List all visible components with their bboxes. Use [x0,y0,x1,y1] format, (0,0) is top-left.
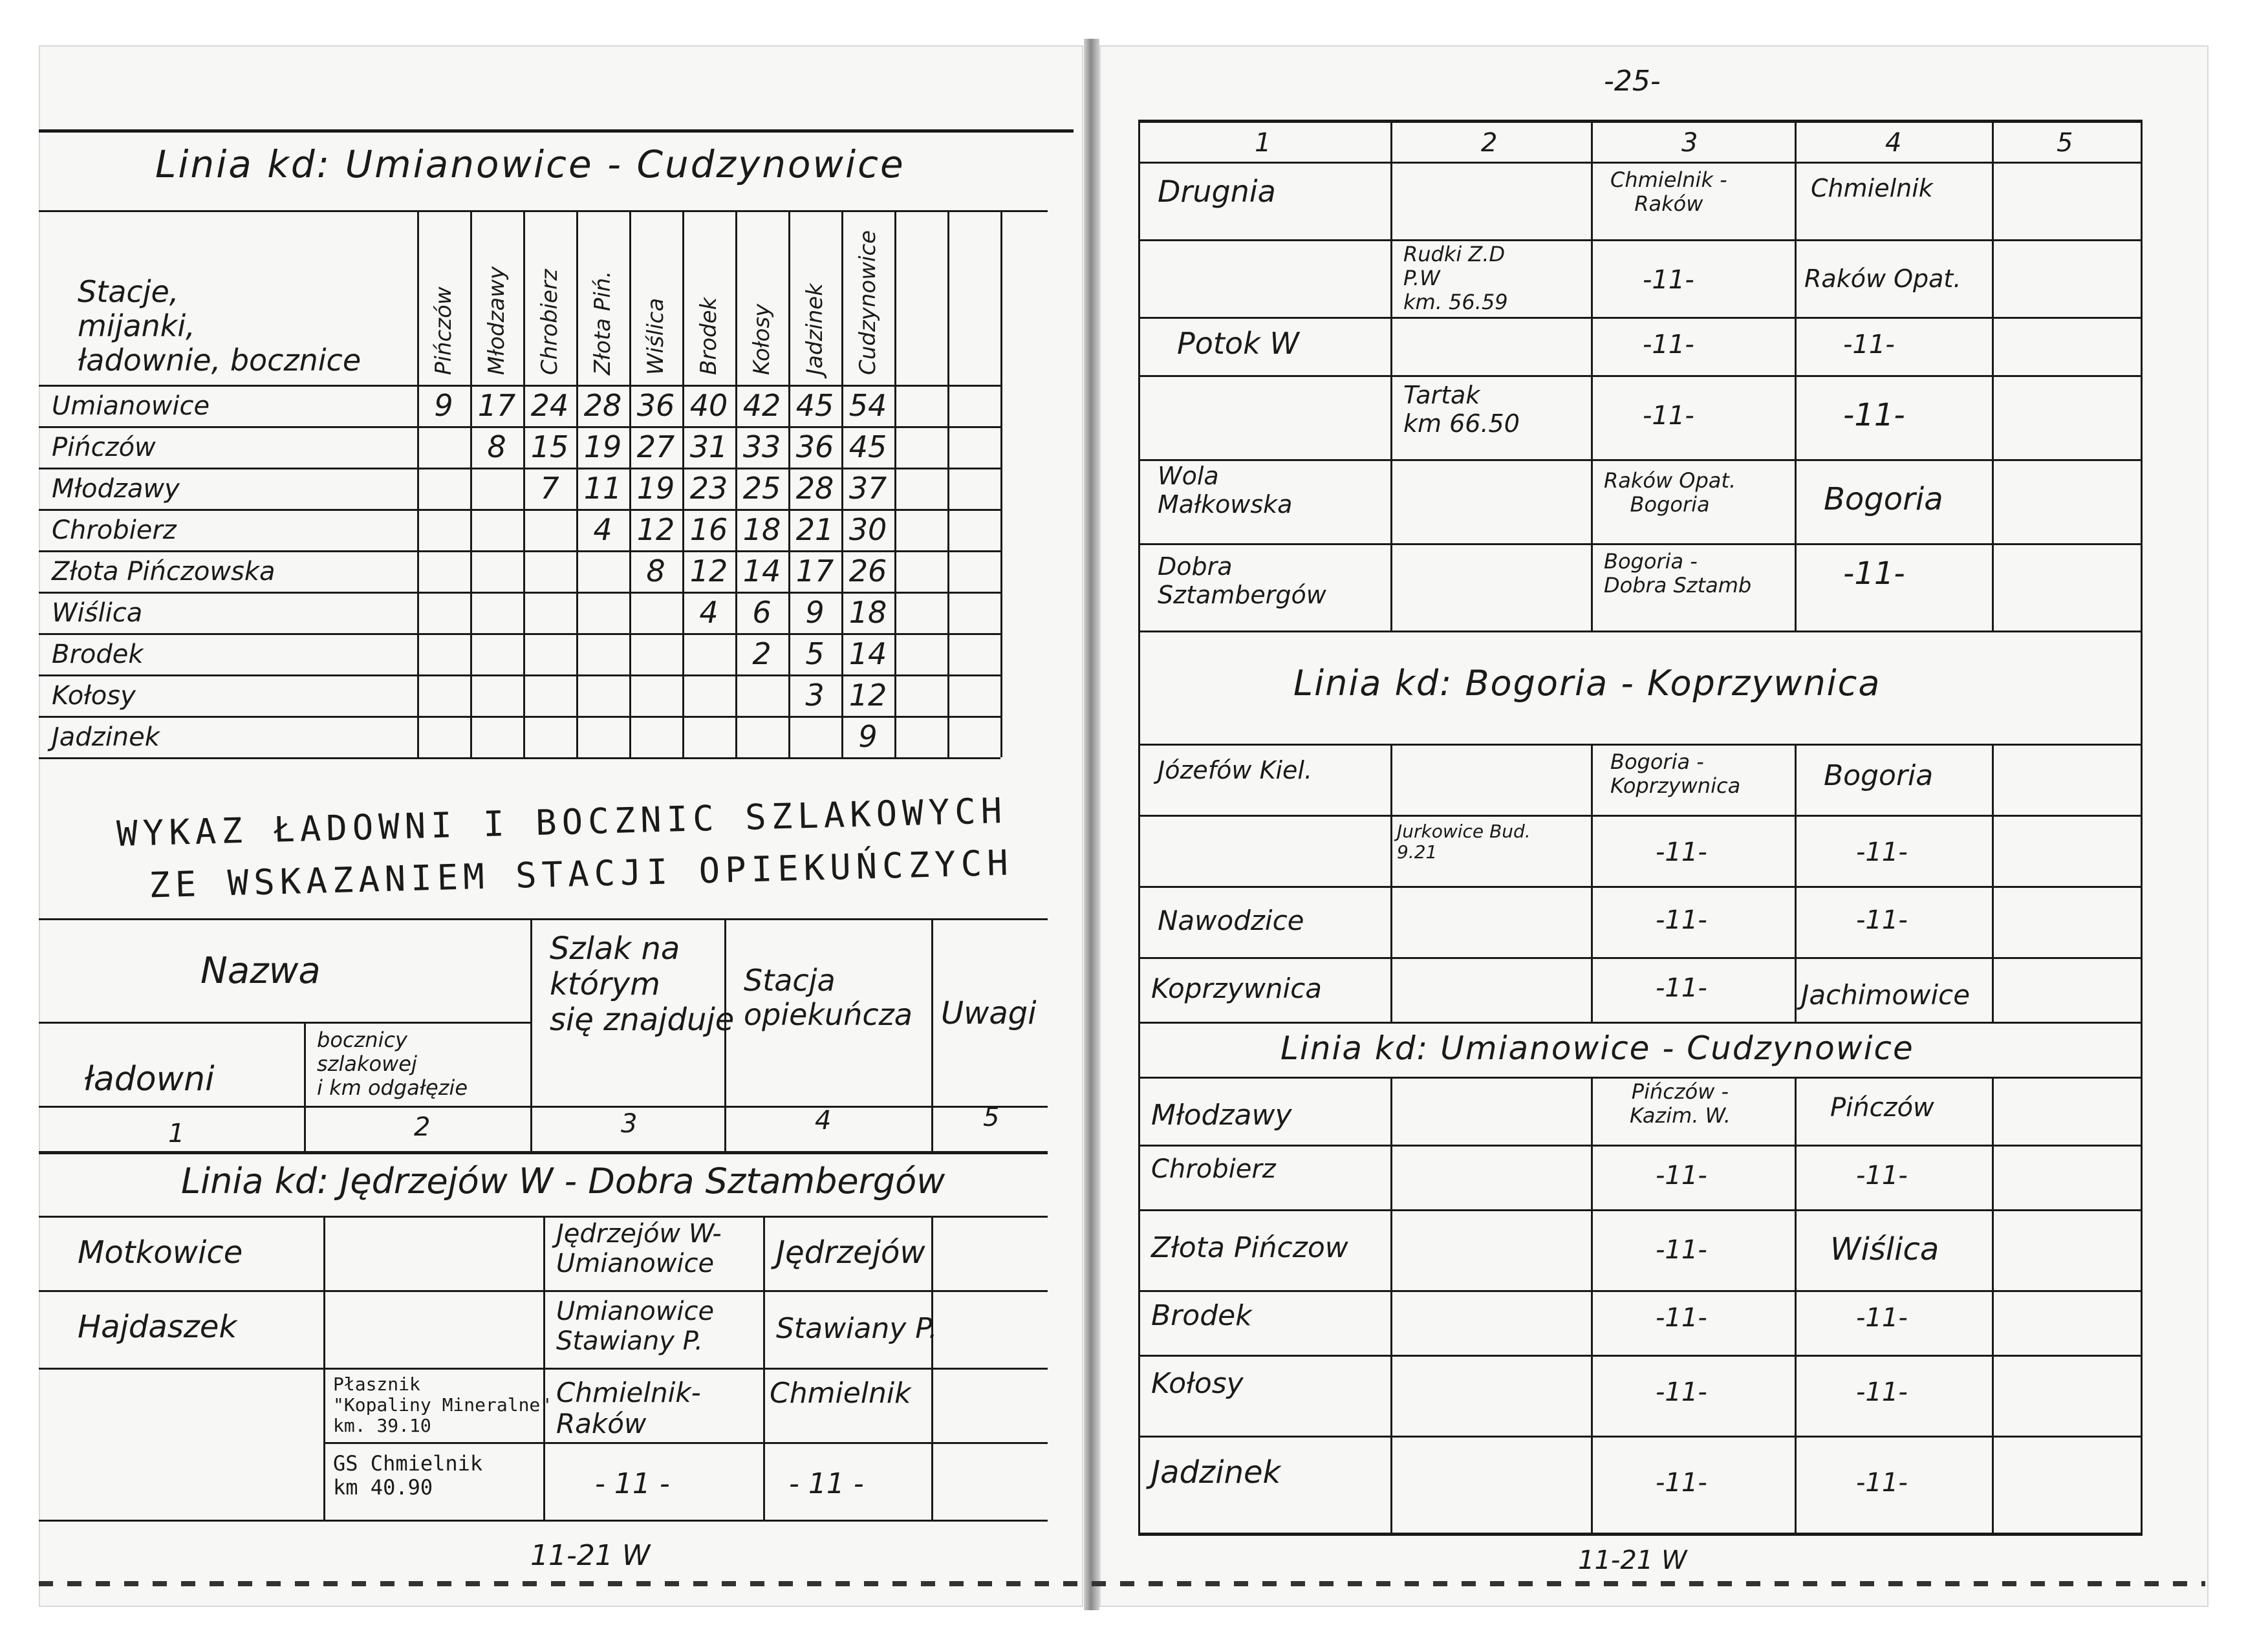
matrix-row-label: Młodzawy [52,474,180,504]
matrix-row-label: Pińczów [52,433,156,462]
matrix-column-header [527,213,572,382]
matrix-distance-value: 45 [848,429,887,464]
row-wola-c4: Bogoria [1824,481,1943,517]
row-kolosy-c1: Kołosy [1151,1367,1244,1400]
matrix-distance-value: 18 [848,595,887,630]
divider [39,674,1000,676]
row-hajdaszek-c1: Hajdaszek [78,1309,237,1345]
header-number-5: 5 [983,1103,1000,1132]
matrix-row-label: Jadzinek [52,722,160,752]
row-jozefow-c1: Józefów Kiel. [1158,756,1313,784]
header-szlak: Szlak na którym się znajduje [550,931,735,1039]
matrix-distance-value: 12 [689,554,728,588]
matrix-distance-value: 40 [689,388,728,423]
row-jozefow-c3: Bogoria - Koprzywnica [1610,749,1741,798]
row-drugnia-c3: Chmielnik - Raków [1610,167,1727,216]
divider [1138,957,2141,959]
row-zlota-c4: Wiślica [1830,1231,1939,1267]
divider [39,385,1000,387]
header-number-3: 3 [621,1109,638,1139]
matrix-row-label: Umianowice [52,391,210,421]
row-mlodzawy-c3: Pińczów - Kazim. W. [1630,1079,1731,1128]
matrix-distance-value: 15 [530,429,569,464]
row-gs-chmielnik-c2: GS Chmielnik km 40.90 [333,1451,483,1500]
matrix-distance-value: 9 [805,595,825,630]
row-dobra-c3: Bogoria - Dobra Sztamb [1604,549,1752,598]
row-jurkowice-c3: -11- [1656,837,1707,867]
divider [1795,120,1797,1536]
matrix-row-label: Złota Pińczowska [52,557,275,587]
row-zlota-c1: Złota Pińczow [1151,1231,1348,1264]
line-title-left-top: Linia kd: Umianowice - Cudzynowice [155,142,905,186]
matrix-distance-value: 19 [636,471,675,506]
row-dobra-c4: -11- [1843,555,1905,592]
row-plasznik-c3: Chmielnik- Raków [556,1377,701,1440]
matrix-distance-value: 18 [742,512,781,547]
matrix-distance-value: 11 [583,471,622,506]
matrix-column-label: Brodek [696,297,722,375]
divider [39,509,1000,511]
row-potok-c1: Potok W [1177,326,1299,361]
row-gs-chmielnik-c4: - 11 - [789,1467,864,1500]
scan-edge [39,1581,2205,1586]
header-uwagi: Uwagi [941,995,1037,1031]
header-number-1: 1 [168,1119,185,1148]
divider [39,1151,1048,1154]
row-zlota-c3: -11- [1656,1235,1707,1265]
row-kolosy-c3: -11- [1656,1377,1707,1407]
matrix-distance-value: 25 [742,471,781,506]
row-motkowice-c1: Motkowice [78,1234,243,1271]
divider [39,468,1000,469]
matrix-distance-value: 54 [848,388,887,423]
row-potok-c4: -11- [1843,330,1895,360]
matrix-column-label: Pińczów [431,286,457,375]
divider [1138,815,2141,817]
row-tartak-c3: -11- [1643,401,1694,431]
matrix-column-label: Cudzynowice [855,230,881,375]
header-number-4: 4 [815,1106,832,1136]
row-chrobierz-c4: -11- [1856,1161,1908,1191]
matrix-row-label: Kołosy [52,681,136,711]
matrix-column-header [845,213,891,382]
matrix-column-label: Jadzinek [802,283,828,375]
row-plasznik-c2: Płasznik "Kopaliny Mineralne" km. 39.10 [333,1374,552,1437]
row-motkowice-c4: Jędrzejów [776,1234,925,1271]
divider [1138,1436,2141,1438]
matrix-distance-value: 12 [848,678,887,713]
row-koprzywnica-c3: -11- [1656,973,1707,1003]
matrix-distance-value: 2 [752,636,772,671]
row-kolosy-c4: -11- [1856,1377,1908,1407]
matrix-column-header [580,213,625,382]
row-hajdaszek-c3: Umianowice Stawiany P. [556,1297,715,1356]
divider [1138,543,2141,545]
matrix-distance-value: 36 [636,388,675,423]
divider [39,550,1000,552]
page-footer-right: 11-21 W [1578,1546,1687,1575]
row-nawodzice-c4: -11- [1856,905,1908,935]
row-drugnia-c4: Chmielnik [1811,174,1933,202]
matrix-distance-value: 45 [795,388,834,423]
left-page [39,45,1083,1607]
divider [530,918,532,1151]
row-tartak-c2: Tartak km 66.50 [1403,381,1520,438]
page-footer-left: 11-21 W [530,1539,651,1572]
matrix-column-label: Złota Piń. [590,270,616,375]
matrix-distance-value: 36 [795,429,834,464]
divider [323,1442,1048,1444]
matrix-distance-value: 9 [434,388,453,423]
matrix-distance-value: 24 [530,388,569,423]
divider [1138,239,2141,241]
divider [1138,120,2141,123]
row-mlodzawy-c4: Pińczów [1830,1093,1934,1123]
divider [1138,375,2141,377]
divider [1591,120,1593,1536]
matrix-column-label: Kołosy [749,303,775,375]
row-brodek-c3: -11- [1656,1303,1707,1333]
divider [1138,459,2141,461]
divider [39,1520,1048,1522]
divider [39,1368,1048,1370]
row-plasznik-c4: Chmielnik [770,1377,911,1410]
matrix-column-header [686,213,731,382]
header-bocznicy: bocznicy szlakowej i km odgałęzie [317,1028,468,1100]
matrix-distance-value: 12 [636,512,675,547]
matrix-column-label: Wiślica [643,297,669,375]
col-number-4: 4 [1885,128,1902,158]
row-drugnia-c1: Drugnia [1158,174,1276,209]
row-wola-c3: Raków Opat. Bogoria [1604,468,1736,517]
matrix-corner-label: Stacje, mijanki, ładownie, bocznice [78,274,362,378]
divider [1138,744,2141,746]
matrix-distance-value: 5 [805,636,825,671]
row-gs-chmielnik-c3: - 11 - [595,1467,670,1500]
row-chrobierz-c1: Chrobierz [1151,1154,1276,1184]
row-motkowice-c3: Jędrzejów W- Umianowice [556,1219,722,1278]
divider [1138,1077,2141,1079]
matrix-distance-value: 3 [805,678,825,713]
header-stacja: Stacja opiekuńcza [744,963,913,1032]
matrix-distance-value: 23 [689,471,728,506]
row-mlodzawy-c1: Młodzawy [1151,1099,1292,1132]
matrix-distance-value: 33 [742,429,781,464]
matrix-row-label: Wiślica [52,598,143,628]
row-koprzywnica-c1: Koprzywnica [1151,973,1323,1004]
divider [39,757,1000,759]
wykaz-title-line1: WYKAZ ŁADOWNI I BOCZNIC SZLAKOWYCH [116,790,1008,855]
matrix-distance-value: 26 [848,554,887,588]
divider [1000,210,1002,757]
row-jurkowice-c4: -11- [1856,837,1908,867]
divider [1138,120,1140,1536]
col-number-3: 3 [1681,128,1698,158]
matrix-distance-value: 28 [795,471,834,506]
divider [1992,120,1994,1536]
row-rudki-c3: -11- [1643,265,1694,295]
matrix-row-label: Chrobierz [52,515,177,545]
divider [1138,1355,2141,1357]
matrix-distance-value: 37 [848,471,887,506]
row-jadzinek-c3: -11- [1656,1468,1707,1498]
row-jurkowice-c2: Jurkowice Bud. 9.21 [1397,821,1531,863]
divider [931,918,933,1151]
matrix-distance-value: 9 [858,719,878,754]
divider [304,1022,306,1151]
matrix-distance-value: 16 [689,512,728,547]
distance-matrix [39,210,1048,766]
matrix-distance-value: 14 [848,636,887,671]
matrix-distance-value: 31 [689,429,728,464]
divider [1390,120,1392,1536]
matrix-distance-value: 21 [795,512,834,547]
header-nazwa: Nazwa [200,950,321,992]
divider [1138,317,2141,319]
row-jozefow-c4: Bogoria [1824,759,1934,792]
col-number-5: 5 [2057,128,2073,158]
divider [39,1106,1048,1108]
matrix-distance-value: 4 [699,595,718,630]
row-dobra-c1: Dobra Sztambergów [1158,552,1326,609]
matrix-column-label: Młodzawy [484,266,510,375]
row-nawodzice-c1: Nawodzice [1158,905,1304,936]
divider [1138,886,2141,888]
right-page [1099,45,2209,1607]
matrix-distance-value: 19 [583,429,622,464]
header-ladowni: ładowni [84,1060,215,1099]
divider [1138,1290,2141,1292]
book-spine [1084,39,1099,1610]
matrix-distance-value: 8 [646,554,665,588]
matrix-column-label: Chrobierz [537,269,563,375]
row-tartak-c4: -11- [1843,397,1905,433]
matrix-distance-value: 28 [583,388,622,423]
row-hajdaszek-c4: Stawiany P. [776,1312,938,1345]
wykaz-title-line2: ZE WSKAZANIEM STACJI OPIEKUŃCZYCH [148,842,1014,906]
divider [39,592,1000,594]
line-title-umianowice: Linia kd: Umianowice - Cudzynowice [1280,1029,1914,1067]
matrix-distance-value: 7 [540,471,559,506]
divider [39,918,1048,920]
line-title-bogoria: Linia kd: Bogoria - Koprzywnica [1293,663,1881,704]
divider [39,1290,1048,1292]
divider [39,426,1000,428]
divider [39,716,1000,718]
row-koprzywnica-c4: Jachimowice [1801,979,1971,1011]
matrix-column-header [421,213,466,382]
row-rudki-c2: Rudki Z.D P.W km. 56.59 [1403,242,1508,314]
divider [1138,1533,2141,1536]
row-chrobierz-c3: -11- [1656,1161,1707,1191]
divider [1138,1145,2141,1147]
matrix-distance-value: 6 [752,595,772,630]
row-brodek-c4: -11- [1856,1303,1908,1333]
divider [39,633,1000,635]
row-brodek-c1: Brodek [1151,1299,1252,1332]
row-jadzinek-c1: Jadzinek [1151,1454,1281,1491]
matrix-column-header [792,213,837,382]
row-nawodzice-c3: -11- [1656,905,1707,935]
matrix-distance-value: 8 [487,429,506,464]
divider [39,1022,530,1024]
divider [1138,162,2141,164]
matrix-distance-value: 42 [742,388,781,423]
row-wola-c1: Wola Małkowska [1158,462,1293,519]
divider [1138,1209,2141,1211]
col-number-2: 2 [1481,128,1498,158]
divider [39,129,1074,133]
matrix-distance-value: 17 [477,388,516,423]
matrix-distance-value: 14 [742,554,781,588]
row-potok-c3: -11- [1643,330,1694,360]
matrix-column-header [633,213,678,382]
col-number-1: 1 [1255,128,1271,158]
matrix-distance-value: 17 [795,554,834,588]
matrix-column-header [739,213,784,382]
matrix-distance-value: 4 [593,512,612,547]
matrix-row-label: Brodek [52,640,144,669]
line-title-jedrzejow: Linia kd: Jędrzejów W - Dobra Sztambergów [181,1161,945,1202]
row-jadzinek-c4: -11- [1856,1468,1908,1498]
matrix-distance-value: 27 [636,429,675,464]
page-number: -25- [1604,65,1661,98]
row-rudki-c4: Raków Opat. [1804,264,1961,293]
divider [2141,120,2143,1536]
header-number-2: 2 [414,1112,431,1142]
matrix-distance-value: 30 [848,512,887,547]
matrix-column-header [474,213,519,382]
